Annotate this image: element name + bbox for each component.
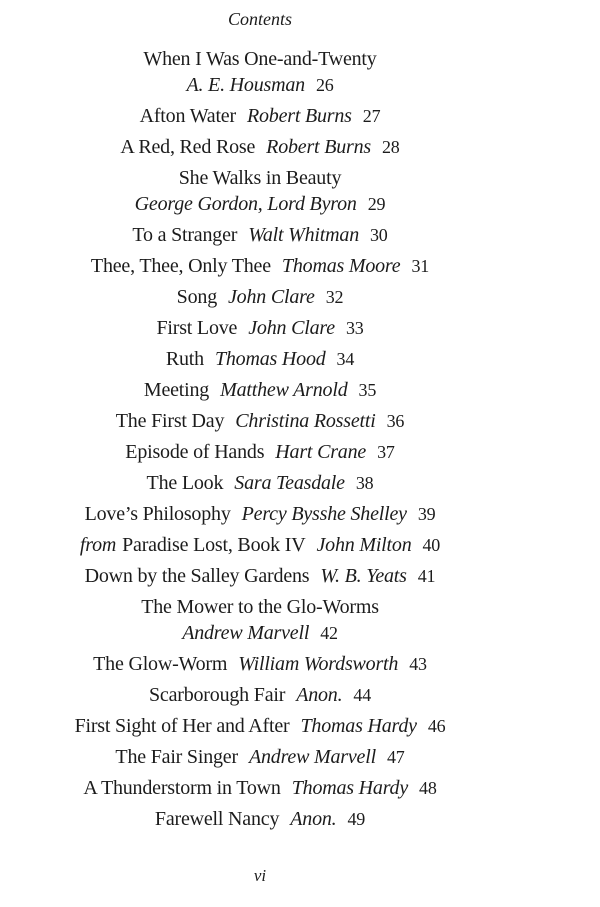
toc-entry-title: Scarborough Fair bbox=[148, 684, 286, 706]
toc-entry-title: Paradise Lost, Book IV bbox=[122, 534, 306, 556]
toc-entry-title-line bbox=[85, 565, 310, 587]
toc-entry-title: The Mower to the Glo-Worms bbox=[141, 596, 379, 618]
toc-entry-author: Anon. bbox=[290, 808, 337, 830]
toc-entry-title-line bbox=[166, 348, 204, 370]
toc-entry-author: George Gordon, Lord Byron bbox=[134, 193, 357, 215]
toc-entry-title-line bbox=[147, 472, 224, 494]
toc-entry-meta bbox=[182, 622, 338, 644]
toc-entry-page-number: 49 bbox=[347, 809, 366, 829]
toc-entry-title: She Walks in Beauty bbox=[178, 167, 342, 189]
toc-entry-meta bbox=[227, 653, 427, 675]
toc-entry-author: John Milton bbox=[316, 534, 412, 556]
toc-entry bbox=[0, 165, 520, 217]
toc-entry-page-number: 35 bbox=[358, 380, 377, 400]
toc-entry-title-line bbox=[144, 379, 209, 401]
toc-entry-title: First Love bbox=[156, 317, 238, 339]
toc-entry-meta bbox=[217, 286, 343, 308]
toc-entry-title: Down by the Salley Gardens bbox=[84, 565, 310, 587]
toc-entry-author: Andrew Marvell bbox=[182, 622, 310, 644]
toc-entry-author: A. E. Housman bbox=[186, 74, 305, 96]
toc-entry-page-number: 32 bbox=[325, 287, 344, 307]
toc-entry-page-number: 34 bbox=[336, 349, 355, 369]
toc-entry-meta bbox=[231, 503, 436, 525]
toc-entry bbox=[0, 253, 520, 279]
toc-entry-meta bbox=[264, 441, 394, 463]
toc-entry-author: Thomas Moore bbox=[281, 255, 401, 277]
toc-entry-title-line bbox=[93, 653, 227, 675]
toc-entry-title-line bbox=[156, 317, 237, 339]
toc-entry-page-number: 38 bbox=[355, 473, 374, 493]
toc-entry-author: W. B. Yeats bbox=[320, 565, 407, 587]
toc-entry-page-number: 31 bbox=[411, 256, 430, 276]
toc-entry-author: Robert Burns bbox=[266, 136, 371, 158]
toc-entry-title-line bbox=[116, 410, 225, 432]
toc-entry-title-line bbox=[80, 534, 306, 556]
toc-entry-title-line bbox=[85, 503, 231, 525]
toc-entry-title: Love’s Philosophy bbox=[84, 503, 231, 525]
toc-entry-page-number: 46 bbox=[427, 716, 446, 736]
toc-entry-title: Song bbox=[176, 286, 217, 308]
toc-entry-title: Afton Water bbox=[139, 105, 236, 127]
folio-page-number: vi bbox=[253, 866, 267, 885]
toc-entry-author: Walt Whitman bbox=[248, 224, 359, 246]
toc-entry bbox=[0, 439, 520, 465]
toc-entry-meta bbox=[209, 379, 376, 401]
toc-entry-meta bbox=[237, 317, 363, 339]
toc-entry-title-line bbox=[0, 165, 520, 191]
toc-entry bbox=[0, 134, 520, 160]
toc-entry-author: Thomas Hood bbox=[214, 348, 326, 370]
toc-entry-title: Thee, Thee, Only Thee bbox=[90, 255, 271, 277]
toc-entry bbox=[0, 408, 520, 434]
toc-entry-title-line bbox=[149, 684, 285, 706]
toc-entry bbox=[0, 377, 520, 403]
toc-entry-author: Hart Crane bbox=[275, 441, 367, 463]
toc-entry-page-number: 43 bbox=[409, 654, 427, 674]
toc-entry-title: To a Stranger bbox=[132, 224, 238, 246]
toc-entry-meta bbox=[236, 105, 380, 127]
toc-entry-meta bbox=[309, 565, 435, 587]
toc-entry-title: Episode of Hands bbox=[125, 441, 265, 463]
toc-entry-title: Meeting bbox=[143, 379, 210, 401]
toc-entry-author: Matthew Arnold bbox=[220, 379, 348, 401]
toc-entry-author: Percy Bysshe Shelley bbox=[241, 503, 407, 525]
toc-entry-title-line bbox=[140, 105, 236, 127]
toc-entry-page-number: 29 bbox=[367, 194, 386, 214]
toc-entry-title: The First Day bbox=[115, 410, 225, 432]
toc-entry-page-number: 41 bbox=[417, 566, 436, 586]
page-title: Contents bbox=[227, 9, 292, 29]
toc-entry-page-number: 27 bbox=[362, 106, 381, 126]
toc-entry-meta bbox=[223, 472, 373, 494]
toc-entry bbox=[0, 594, 520, 646]
toc-entry-author: Anon. bbox=[296, 684, 343, 706]
toc-entry-author: Robert Burns bbox=[246, 105, 352, 127]
toc-entry bbox=[0, 806, 520, 832]
toc-entry bbox=[0, 103, 520, 129]
toc-entry-author: Thomas Hardy bbox=[291, 777, 409, 799]
toc-entry-meta bbox=[204, 348, 354, 370]
toc-entry-title: Ruth bbox=[165, 348, 204, 370]
toc-entry-meta bbox=[271, 255, 429, 277]
contents-list bbox=[0, 46, 520, 832]
toc-entry bbox=[0, 470, 520, 496]
toc-entry bbox=[0, 222, 520, 248]
toc-entry-author: William Wordsworth bbox=[238, 653, 399, 675]
toc-entry-meta bbox=[224, 410, 404, 432]
toc-entry-page-number: 30 bbox=[370, 225, 388, 245]
toc-entry-title: First Sight of Her and After bbox=[74, 715, 290, 737]
toc-entry-title: A Thunderstorm in Town bbox=[83, 777, 281, 799]
toc-entry-page-number: 48 bbox=[419, 778, 437, 798]
toc-entry-title: A Red, Red Rose bbox=[120, 136, 256, 158]
toc-entry-page-number: 47 bbox=[386, 747, 405, 767]
toc-entry-meta bbox=[135, 193, 386, 215]
toc-entry-meta bbox=[255, 136, 399, 158]
toc-entry-author: John Clare bbox=[248, 317, 335, 339]
toc-entry-title: The Look bbox=[146, 472, 224, 494]
toc-entry-title: The Fair Singer bbox=[115, 746, 238, 768]
toc-entry-meta bbox=[237, 224, 387, 246]
toc-entry bbox=[0, 775, 520, 801]
toc-entry-title-prefix: from bbox=[79, 534, 117, 556]
toc-entry-title-line bbox=[115, 746, 238, 768]
toc-entry-title: The Glow-Worm bbox=[93, 653, 228, 675]
toc-entry-meta bbox=[279, 808, 365, 830]
toc-entry-page-number: 26 bbox=[315, 75, 334, 95]
toc-entry-page-number: 28 bbox=[382, 137, 400, 157]
toc-entry-author: Christina Rossetti bbox=[235, 410, 376, 432]
toc-entry-page-number: 33 bbox=[345, 318, 364, 338]
toc-entry bbox=[0, 744, 520, 770]
toc-entry bbox=[0, 651, 520, 677]
toc-entry-title-line bbox=[0, 594, 520, 620]
toc-entry-title-line bbox=[83, 777, 280, 799]
toc-entry-title-line bbox=[132, 224, 237, 246]
toc-entry-meta bbox=[186, 74, 333, 96]
toc-entry-meta bbox=[285, 684, 371, 706]
toc-entry bbox=[0, 563, 520, 589]
toc-entry-page-number: 37 bbox=[377, 442, 395, 462]
toc-entry-title-line bbox=[155, 808, 279, 830]
toc-entry-author: Sara Teasdale bbox=[234, 472, 345, 494]
toc-entry-title-line bbox=[125, 441, 264, 463]
toc-entry-author: John Clare bbox=[228, 286, 315, 308]
toc-entry-meta bbox=[238, 746, 405, 768]
toc-entry bbox=[0, 315, 520, 341]
toc-entry bbox=[0, 346, 520, 372]
toc-entry-title-line bbox=[75, 715, 290, 737]
toc-entry-title-line bbox=[177, 286, 217, 308]
toc-entry-title-line bbox=[120, 136, 255, 158]
toc-entry bbox=[0, 713, 520, 739]
toc-entry-page-number: 44 bbox=[353, 685, 372, 705]
toc-entry bbox=[0, 501, 520, 527]
toc-entry-meta bbox=[305, 534, 440, 556]
toc-entry bbox=[0, 46, 520, 98]
toc-entry-meta bbox=[281, 777, 437, 799]
toc-entry bbox=[0, 682, 520, 708]
toc-entry-page-number: 39 bbox=[417, 504, 436, 524]
toc-entry-title-line bbox=[91, 255, 271, 277]
toc-entry-page-number: 42 bbox=[320, 623, 338, 643]
toc-entry-meta bbox=[290, 715, 446, 737]
toc-entry-title: Farewell Nancy bbox=[154, 808, 280, 830]
toc-entry-page-number: 40 bbox=[422, 535, 441, 555]
toc-entry-title: When I Was One-and-Twenty bbox=[143, 48, 377, 70]
toc-entry-page-number: 36 bbox=[386, 411, 405, 431]
toc-entry bbox=[0, 284, 520, 310]
toc-entry-author: Andrew Marvell bbox=[248, 746, 376, 768]
toc-entry bbox=[0, 532, 520, 558]
toc-entry-author: Thomas Hardy bbox=[300, 715, 417, 737]
toc-entry-title-line bbox=[0, 46, 520, 72]
